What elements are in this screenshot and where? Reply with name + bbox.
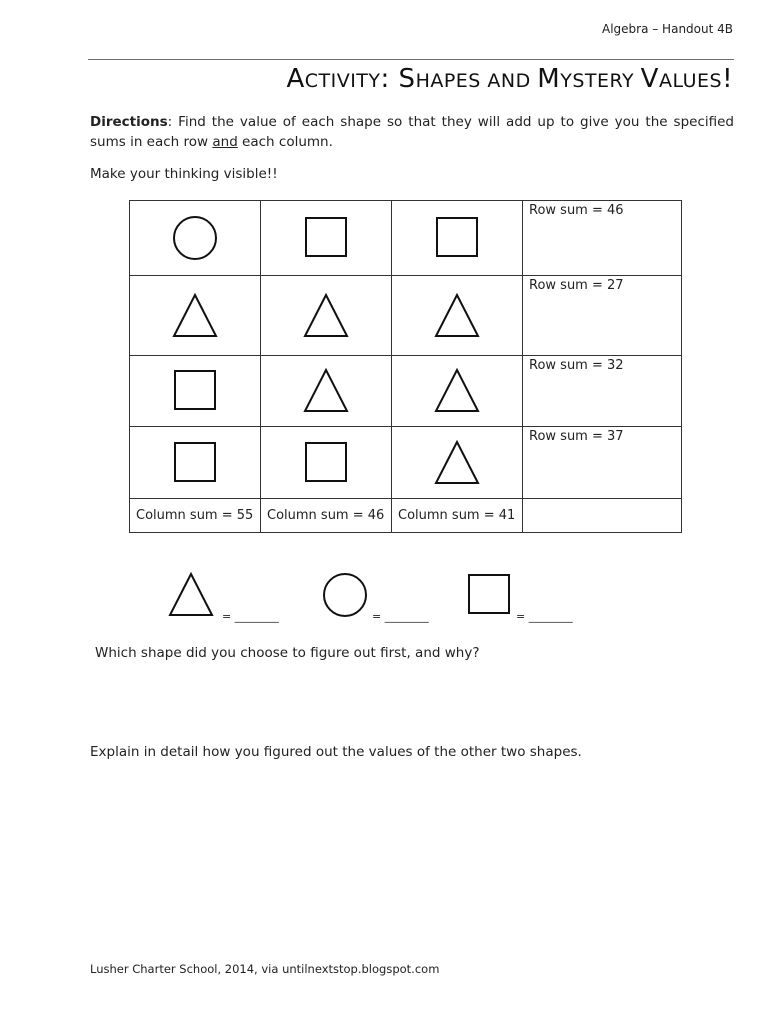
grid-row — [130, 276, 682, 356]
title-part: V — [640, 64, 659, 94]
triangle-icon — [301, 291, 351, 341]
grid-cell — [261, 356, 392, 427]
grid-row — [130, 356, 682, 427]
header-course-label: Algebra – Handout 4B — [601, 22, 733, 36]
directions-text-end: each column. — [237, 134, 333, 150]
question-explain: Explain in detail how you figured out the values of the other two shapes. — [90, 744, 582, 760]
empty-corner-cell — [523, 499, 682, 533]
square-icon — [301, 213, 351, 263]
circle-icon — [170, 213, 220, 263]
grid-cell — [392, 276, 523, 356]
grid-cell — [261, 201, 392, 276]
grid-cell — [130, 356, 261, 427]
triangle-icon — [432, 438, 482, 488]
grid-cell — [130, 427, 261, 499]
triangle-icon — [432, 366, 482, 416]
instruction-text: Make your thinking visible!! — [90, 166, 278, 182]
square-icon — [432, 213, 482, 263]
answer-shape — [166, 570, 216, 620]
square-icon — [170, 438, 220, 488]
square-icon — [464, 570, 514, 620]
column-sum-row — [130, 499, 682, 533]
grid-row — [130, 427, 682, 499]
answer-shape — [320, 570, 370, 620]
answer-blank-square[interactable]: = ________ — [516, 610, 573, 623]
row-sum-label: Row sum = 37 — [523, 427, 682, 499]
grid-cell — [392, 201, 523, 276]
page-title — [286, 64, 733, 94]
column-sum-label: Column sum = 55 — [130, 499, 261, 533]
grid-cell — [392, 356, 523, 427]
title-part: M — [537, 64, 561, 94]
grid-cell — [130, 276, 261, 356]
triangle-icon — [301, 366, 351, 416]
footer-credit: Lusher Charter School, 2014, via untilnextstop.blogspot.com — [90, 962, 440, 976]
title-part: HAPES AND — [415, 70, 538, 92]
grid-cell — [130, 201, 261, 276]
square-icon — [301, 438, 351, 488]
title-part: YSTERY — [560, 70, 641, 92]
directions-emphasis: and — [212, 134, 238, 150]
title-part: CTIVITY — [304, 70, 381, 92]
column-sum-label: Column sum = 41 — [392, 499, 523, 533]
directions-paragraph — [90, 112, 734, 152]
circle-icon — [320, 570, 370, 620]
question-first-shape: Which shape did you choose to figure out first, and why? — [95, 645, 480, 661]
row-sum-label: Row sum = 32 — [523, 356, 682, 427]
directions-label: Directions — [90, 114, 168, 130]
title-part: : S — [380, 64, 416, 94]
triangle-icon — [432, 291, 482, 341]
shape-grid — [129, 200, 682, 533]
square-icon — [170, 366, 220, 416]
column-sum-label: Column sum = 46 — [261, 499, 392, 533]
title-part: A — [286, 64, 305, 94]
grid-cell — [261, 276, 392, 356]
answer-blank-triangle[interactable]: = ________ — [222, 610, 279, 623]
title-part: ! — [722, 64, 733, 94]
answer-shape — [464, 570, 514, 620]
grid-row — [130, 201, 682, 276]
triangle-icon — [166, 570, 216, 620]
triangle-icon — [170, 291, 220, 341]
row-sum-label: Row sum = 46 — [523, 201, 682, 276]
row-sum-label: Row sum = 27 — [523, 276, 682, 356]
answer-blank-circle[interactable]: = ________ — [372, 610, 429, 623]
grid-cell — [261, 427, 392, 499]
directions-text: : Find the value of each shape so that they will add up to give you the specified sums in each row — [90, 114, 734, 150]
answer-line — [166, 570, 606, 630]
grid-cell — [392, 427, 523, 499]
header-rule — [88, 59, 734, 60]
title-part: ALUES — [658, 70, 723, 92]
